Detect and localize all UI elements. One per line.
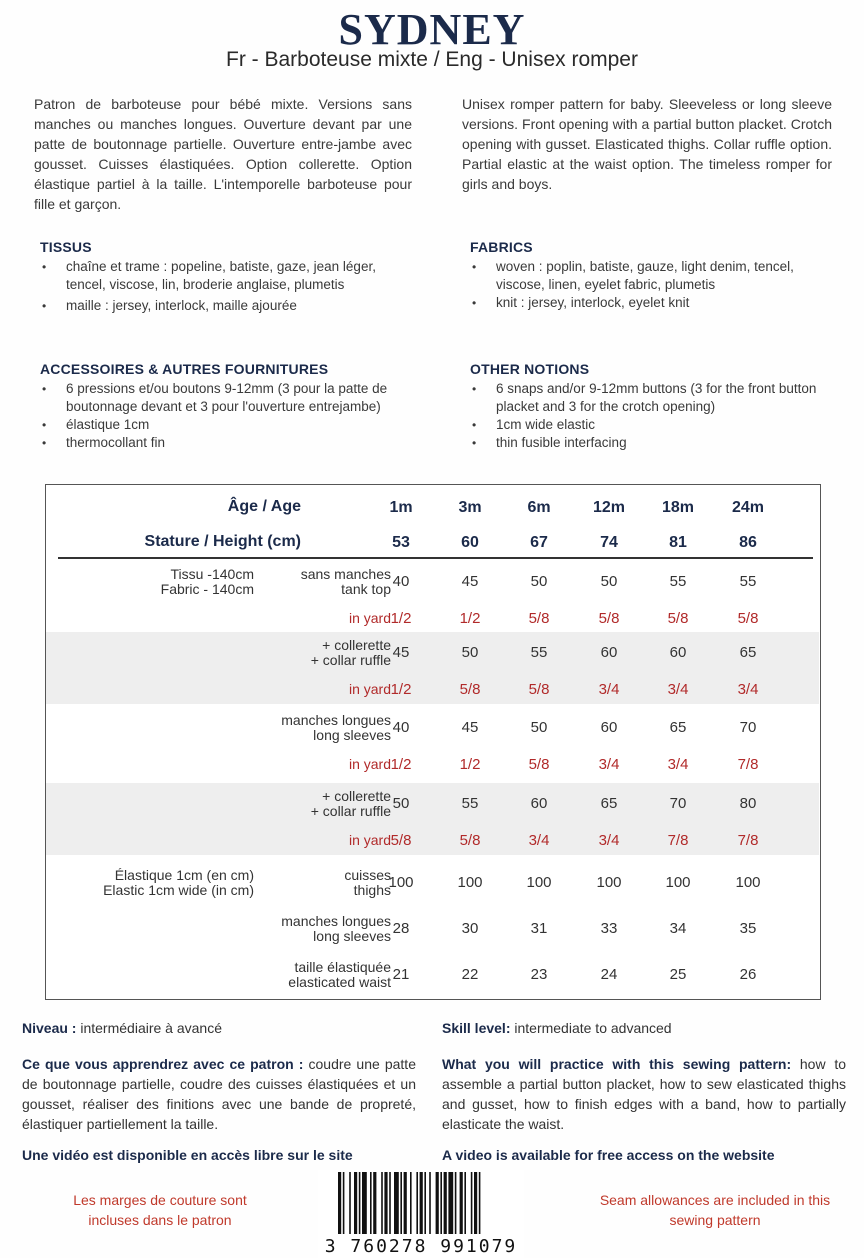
barcode-bar xyxy=(474,1172,477,1234)
cm-cell: 60 xyxy=(669,644,687,661)
barcode-bar xyxy=(448,1172,453,1234)
barcode-bar xyxy=(420,1172,423,1234)
height-cell: 81 xyxy=(669,534,687,551)
cm-cell: 21 xyxy=(392,966,410,983)
tissus-section xyxy=(40,238,400,315)
age-cell: 12m xyxy=(592,499,626,516)
list-item: • knit : jersey, interlock, eyelet knit xyxy=(496,294,820,312)
height-label: Stature / Height (cm) xyxy=(144,533,301,550)
barcode-bar xyxy=(424,1172,426,1234)
cm-cell: 100 xyxy=(388,874,414,891)
yard-cell: 5/8 xyxy=(528,756,550,773)
barcode-bar xyxy=(370,1172,372,1234)
age-cell: 24m xyxy=(731,499,765,516)
yard-cell: 1/2 xyxy=(459,756,481,773)
cm-cell: 55 xyxy=(669,573,687,590)
cm-cell: 45 xyxy=(461,573,479,590)
cm-cell: 35 xyxy=(739,920,757,937)
cm-cell: 50 xyxy=(600,573,618,590)
niveau: Niveau : intermédiaire à avancé xyxy=(22,1020,222,1036)
cm-cell: 50 xyxy=(530,573,548,590)
barcode-bar xyxy=(464,1172,466,1234)
list-item: • 6 snaps and/or 9-12mm buttons (3 for the front button placket and 3 for the crotch opening) xyxy=(496,380,820,416)
list-item: • woven : poplin, batiste, gauze, light denim, tencel, viscose, linen, eyelet fabric, plumetis xyxy=(496,258,820,294)
height-cell: 67 xyxy=(530,534,548,551)
seam-note-en: Seam allowances are included in this sewing pattern xyxy=(599,1192,831,1228)
list-item: • 6 pressions et/ou boutons 9-12mm (3 pour la patte de boutonnage devant et 3 pour l'ouverture entrejambe) xyxy=(66,380,400,416)
barcode-bar xyxy=(359,1172,361,1234)
video-en: A video is available for free access on the website xyxy=(442,1147,775,1163)
cm-cell: 23 xyxy=(530,966,548,983)
list-item: • maille : jersey, interlock, maille ajourée xyxy=(66,297,400,315)
yard-cell: 5/8 xyxy=(667,610,689,627)
height-cell: 74 xyxy=(600,534,618,551)
cm-cell: 70 xyxy=(739,719,757,736)
cm-cell: 80 xyxy=(739,795,757,812)
yard-cell: 5/8 xyxy=(528,610,550,627)
row-label: + collerette + collar ruffle xyxy=(310,788,391,819)
cm-cell: 45 xyxy=(392,644,410,661)
cm-cell: 65 xyxy=(739,644,757,661)
yard-cell: 7/8 xyxy=(737,756,759,773)
cm-cell: 24 xyxy=(600,966,618,983)
row-label: + collerette + collar ruffle xyxy=(310,637,391,668)
yard-cell: 1/2 xyxy=(390,610,412,627)
cm-cell: 34 xyxy=(669,920,687,937)
list-item: • thin fusible interfacing xyxy=(496,434,820,452)
yard-cell: 3/4 xyxy=(667,681,689,698)
yard-cell: 1/2 xyxy=(459,610,481,627)
intro-fr: Patron de barboteuse pour bébé mixte. Versions sans manches ou manches longues. Ouverture devant par une patte de boutonnage partielle. Ouverture entre-jambe avec gousset. Cuisses élastiquées. Option collerette. Option élastique partiel à la taille. L'intemporelle barboteuse pour fille et garçon. xyxy=(34,96,412,212)
barcode-bar xyxy=(479,1172,481,1234)
cm-cell: 31 xyxy=(530,920,548,937)
cm-cell: 100 xyxy=(735,874,761,891)
accessoires-section xyxy=(40,360,400,452)
barcode-bar xyxy=(404,1172,407,1234)
barcode-bar xyxy=(429,1172,431,1234)
age-cell: 18m xyxy=(661,499,695,516)
cm-cell: 55 xyxy=(530,644,548,661)
height-cell: 86 xyxy=(739,534,757,551)
yard-cell: 5/8 xyxy=(390,832,412,849)
cm-cell: 60 xyxy=(530,795,548,812)
elastic-row xyxy=(46,960,819,1000)
row-label: manches longues long sleeves xyxy=(281,913,391,944)
cm-cell: 40 xyxy=(392,573,410,590)
row-label: cuisses thighs xyxy=(344,867,391,898)
cm-cell: 30 xyxy=(461,920,479,937)
barcode-bar xyxy=(389,1172,391,1234)
fabric-row-group xyxy=(46,707,819,779)
age-label: Âge / Age xyxy=(227,498,301,515)
yard-cell: 1/2 xyxy=(390,756,412,773)
in-yard-label: in yard xyxy=(348,610,391,626)
barcode-bar xyxy=(436,1172,439,1234)
notions-section xyxy=(470,360,820,452)
barcode-bar xyxy=(416,1172,418,1234)
barcode-bar xyxy=(444,1172,447,1234)
cm-cell: 22 xyxy=(461,966,479,983)
cm-cell: 65 xyxy=(600,795,618,812)
yard-cell: 5/8 xyxy=(528,681,550,698)
cm-cell: 45 xyxy=(461,719,479,736)
cm-cell: 50 xyxy=(461,644,479,661)
barcode-bar xyxy=(394,1172,399,1234)
age-cell: 3m xyxy=(458,499,482,516)
fabric-row-group xyxy=(46,783,819,855)
seam-note-fr: Les marges de couture sont incluses dans le patron xyxy=(73,1192,247,1228)
cm-cell: 100 xyxy=(457,874,483,891)
yard-cell: 5/8 xyxy=(598,610,620,627)
barcode-bar xyxy=(460,1172,463,1234)
barcode-bar xyxy=(362,1172,367,1234)
row-label: taille élastiquée elasticated waist xyxy=(288,959,391,990)
elastic-row xyxy=(46,914,819,954)
intro-en: Unisex romper pattern for baby. Sleeveless or long sleeve versions. Front opening with a partial button placket. Crotch opening with gusset. Elasticated thighs. Collar ruffle option. Partial elastic at the waist option. The timeless romper for girls and boys. xyxy=(462,96,832,192)
video-fr: Une vidéo est disponible en accès libre sur le site xyxy=(22,1147,353,1163)
barcode-bar xyxy=(440,1172,442,1234)
barcode-bar xyxy=(400,1172,402,1234)
cm-cell: 60 xyxy=(600,644,618,661)
yard-cell: 7/8 xyxy=(667,832,689,849)
list-item: • élastique 1cm xyxy=(66,416,400,434)
cm-cell: 28 xyxy=(392,920,410,937)
yard-cell: 5/8 xyxy=(459,681,481,698)
learn-en: What you will practice with this sewing pattern: how to assemble a partial button placket, how to sew elasticated thighs and gusset, how to finish edges with a band, how to partially elasticate the waist. xyxy=(442,1056,846,1132)
barcode-bar xyxy=(471,1172,473,1234)
cm-cell: 100 xyxy=(596,874,622,891)
cm-cell: 60 xyxy=(600,719,618,736)
fabric-width-label: Tissu -140cm Fabric - 140cm xyxy=(160,566,254,597)
cm-cell: 40 xyxy=(392,719,410,736)
yard-cell: 7/8 xyxy=(737,832,759,849)
height-cell: 53 xyxy=(392,534,410,551)
in-yard-label: in yard xyxy=(348,756,391,772)
cm-cell: 100 xyxy=(526,874,552,891)
yard-cell: 3/4 xyxy=(667,756,689,773)
barcode-bar xyxy=(338,1172,341,1234)
header-divider xyxy=(58,557,813,559)
barcode-bar xyxy=(373,1172,376,1234)
tissus-heading: TISSUS xyxy=(40,239,92,255)
cm-cell: 100 xyxy=(665,874,691,891)
cm-cell: 70 xyxy=(669,795,687,812)
elastic-row xyxy=(46,868,819,908)
fabrics-section xyxy=(470,238,820,312)
barcode-bar xyxy=(410,1172,412,1234)
cm-cell: 50 xyxy=(530,719,548,736)
yard-cell: 3/4 xyxy=(598,832,620,849)
fabric-row-group xyxy=(46,632,819,704)
cm-cell: 55 xyxy=(461,795,479,812)
row-label: manches longues long sleeves xyxy=(281,712,391,743)
age-cell: 6m xyxy=(527,499,551,516)
height-cell: 60 xyxy=(461,534,479,551)
learn-fr: Ce que vous apprendrez avec ce patron : coudre une patte de boutonnage partielle, coudre des cuisses élastiquées et un gousset, réaliser des finitions avec une bande de propreté, élastiquer partiellement la taille. xyxy=(22,1056,416,1132)
yard-cell: 3/4 xyxy=(528,832,550,849)
accessoires-heading: ACCESSOIRES & AUTRES FOURNITURES xyxy=(40,361,329,377)
notions-heading: OTHER NOTIONS xyxy=(470,361,590,377)
yard-cell: 5/8 xyxy=(459,832,481,849)
yard-cell: 3/4 xyxy=(598,756,620,773)
fabric-row-group xyxy=(46,561,819,633)
barcode-bar xyxy=(455,1172,457,1234)
pattern-subtitle: Fr - Barboteuse mixte / Eng - Unisex romper xyxy=(226,48,638,71)
fabrics-heading: FABRICS xyxy=(470,239,533,255)
barcode-bar xyxy=(343,1172,345,1234)
yard-cell: 3/4 xyxy=(737,681,759,698)
age-cell: 1m xyxy=(389,499,413,516)
list-item: • thermocollant fin xyxy=(66,434,400,452)
pattern-title: SYDNEY xyxy=(338,5,526,54)
barcode-number: 3 760278 991079 xyxy=(324,1236,518,1257)
barcode-bar xyxy=(384,1172,387,1234)
cm-cell: 65 xyxy=(669,719,687,736)
in-yard-label: in yard xyxy=(348,681,391,697)
yard-cell: 1/2 xyxy=(390,681,412,698)
barcode-bar xyxy=(349,1172,351,1234)
size-table xyxy=(45,484,821,1000)
cm-cell: 55 xyxy=(739,573,757,590)
yard-cell: 5/8 xyxy=(737,610,759,627)
list-item: • chaîne et trame : popeline, batiste, gaze, jean léger, tencel, viscose, lin, broderie anglaise, plumetis xyxy=(66,258,400,294)
list-item: • 1cm wide elastic xyxy=(496,416,820,434)
cm-cell: 26 xyxy=(739,966,757,983)
elastic-label: Élastique 1cm (en cm) Elastic 1cm wide (in cm) xyxy=(103,867,254,898)
cm-cell: 50 xyxy=(392,795,410,812)
row-label: sans manches tank top xyxy=(300,566,391,597)
barcode-bar xyxy=(354,1172,357,1234)
yard-cell: 3/4 xyxy=(598,681,620,698)
cm-cell: 33 xyxy=(600,920,618,937)
barcode-bar xyxy=(381,1172,383,1234)
in-yard-label: in yard xyxy=(348,832,391,848)
cm-cell: 25 xyxy=(669,966,687,983)
skill-level: Skill level: intermediate to advanced xyxy=(442,1020,672,1036)
